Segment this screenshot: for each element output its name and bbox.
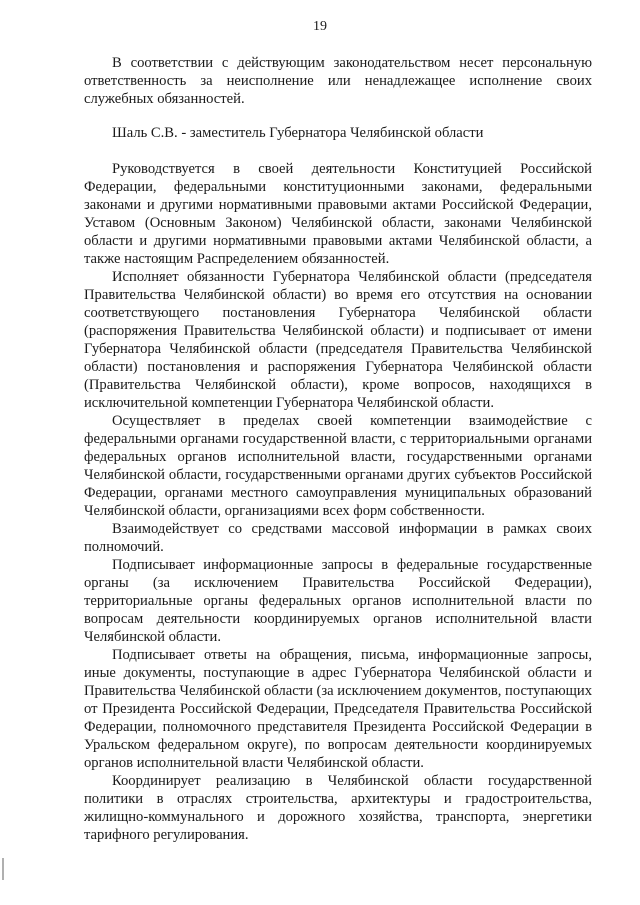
paragraph-guided-by: Руководствуется в своей деятельности Конституцией Российской Федерации, федеральными конституционными законами, федеральными законами и другими нормативными правовыми актами Российской Федерации, Уставом (Основным Законом) Челябинской области, законами Челябинской области и другими нормативными правовыми актами Челябинской области, а также настоящим Распределением обязанностей. xyxy=(84,161,592,267)
paragraph-requests: Подписывает информационные запросы в федеральные государственные органы (за исключением Правительства Российской Федерации), территориальные органы федеральных органов исполнительной власти по вопросам деятельности координируемых органов исполнительной власти Челябинской области. xyxy=(84,557,592,645)
paragraph-replies: Подписывает ответы на обращения, письма, информационные запросы, иные документы, поступающие в адрес Губернатора Челябинской области и Правительства Челябинской области (за исключением документов, поступающих от Президента Российской Федерации, Председателя Правительства Российской Федерации, полномочного представителя Президента Российской Федерации в Уральском федеральном округе), по вопросам деятельности координируемых органов исполнительной власти Челябинской области. xyxy=(84,647,592,771)
scan-artifact xyxy=(2,858,4,880)
paragraph-media: Взаимодействует со средствами массовой информации в рамках своих полномочий. xyxy=(84,521,592,555)
paragraph-coordination: Координирует реализацию в Челябинской области государственной политики в отраслях строительства, архитектуры и градостроительства, жилищно-коммунального и дорожного хозяйства, транспорта, энергетики тарифного регулирования. xyxy=(84,773,592,843)
paragraph-acting-governor: Исполняет обязанности Губернатора Челябинской области (председателя Правительства Челябинской области) во время его отсутствия на основании соответствующего постановления Губернатора Челябинской области (распоряжения Правительства Челябинской области) и подписывает от имени Губернатора Челябинской области (председателя Правительства Челябинской области) постановления и распоряжения Губернатора Челябинской области (Правительства Челябинской области), кроме вопросов, находящихся в исключительной компетенции Губернатора Челябинской области. xyxy=(84,269,592,411)
official-heading: Шаль С.В. - заместитель Губернатора Челябинской области xyxy=(112,125,484,141)
paragraph-interaction: Осуществляет в пределах своей компетенции взаимодействие с федеральными органами государственной власти, с территориальными органами федеральных органов исполнительной власти, государственными органами Челябинской области, государственными органами других субъектов Российской Федерации, органами местного самоуправления муниципальных образований Челябинской области, организациями всех форм собственности. xyxy=(84,413,592,519)
document-body xyxy=(84,54,592,844)
paragraph-responsibility: В соответствии с действующим законодательством несет персональную ответственность за неисполнение или ненадлежащее исполнение своих служебных обязанностей. xyxy=(84,55,592,107)
page-number: 19 xyxy=(313,19,327,34)
